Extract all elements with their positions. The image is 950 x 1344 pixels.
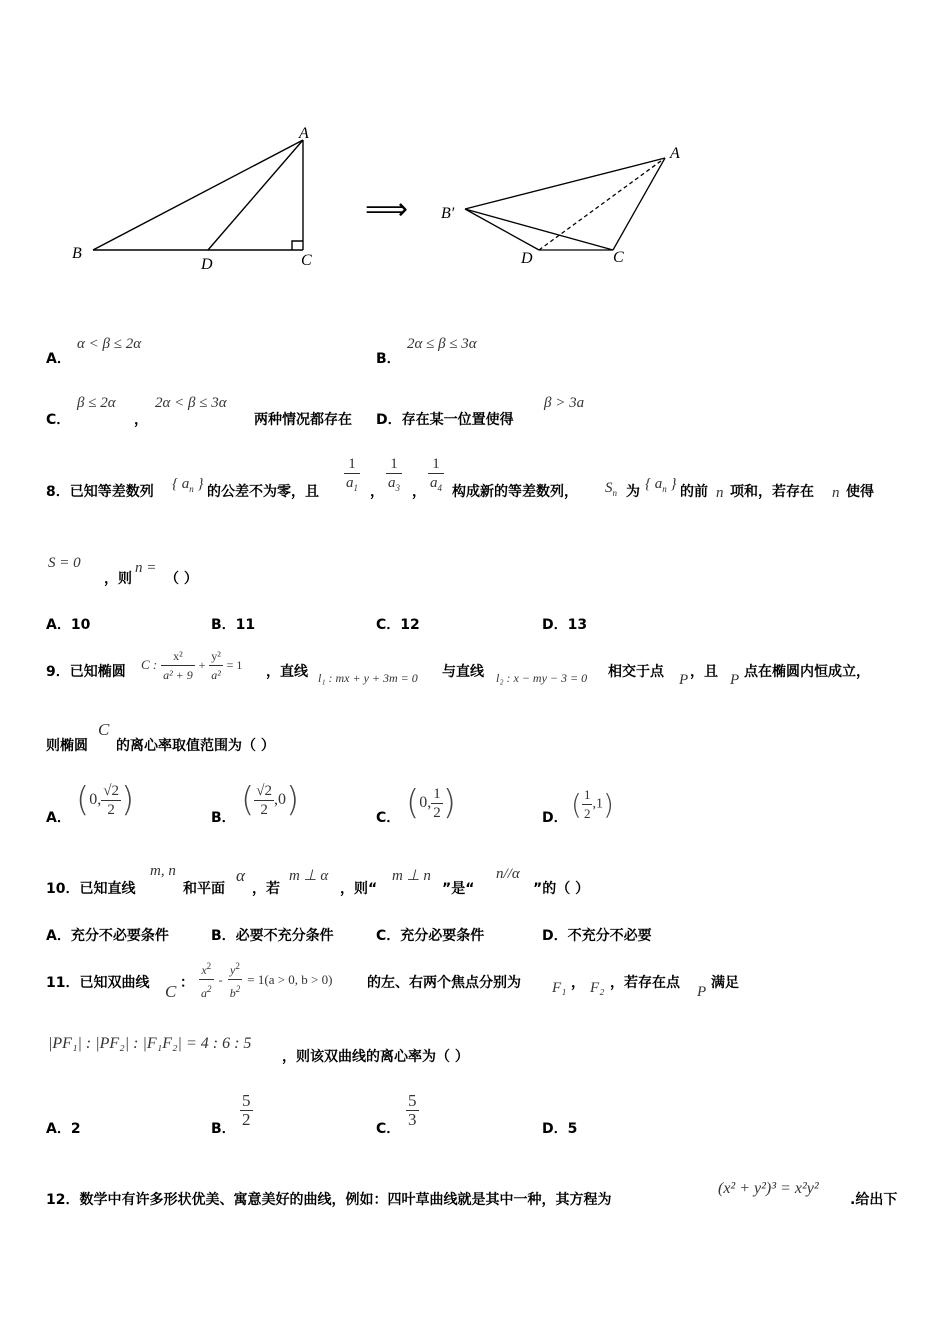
q9-option-d-interval: ( $\frac{1}{2}$ ,1) bbox=[571, 787, 614, 821]
implies-arrow: ⟹ bbox=[365, 192, 409, 227]
q11-F2: F₂ bbox=[590, 980, 605, 996]
q7-option-b-math: 2α ≤ β ≤ 3α bbox=[407, 336, 477, 352]
q8-comma-2: ， bbox=[412, 484, 426, 500]
q8-text-e: 的前 bbox=[680, 484, 708, 500]
label-left-A: A bbox=[299, 125, 309, 142]
q8-seq-an-2: { $a_n$ } bbox=[645, 476, 677, 494]
q9-line-l1: l₁ : mx + y + 3m = 0 bbox=[318, 671, 418, 685]
label-right-A: A bbox=[670, 145, 680, 162]
right-tetrahedron bbox=[465, 158, 665, 250]
q7-option-c-text: 两种情况都存在 bbox=[254, 412, 352, 428]
q11-C: C bbox=[165, 982, 177, 1001]
q9-point-P: P bbox=[679, 672, 689, 688]
q9-text-d: 相交于点 bbox=[608, 664, 664, 680]
label-right-B: B′ bbox=[441, 205, 455, 222]
q11-hyperbola-equation: $\frac{x^2}{a^2}$ - $\frac{y^2}{b^2}$ = 1(a > 0, b > 0) bbox=[199, 957, 332, 1002]
q8-option-b[interactable]: B．11 bbox=[211, 617, 256, 633]
q7-option-a-math: α < β ≤ 2α bbox=[77, 336, 142, 352]
q10-text-b: 和平面 bbox=[183, 881, 225, 897]
label-left-C: C bbox=[301, 252, 312, 269]
label-right-D: D bbox=[521, 250, 533, 267]
option-label: D． bbox=[376, 412, 402, 428]
q9-text-f: 点在椭圆内恒成立， bbox=[744, 664, 870, 680]
q7-option-d-math: β > 3a bbox=[544, 395, 585, 411]
q8-option-c[interactable]: C．12 bbox=[376, 617, 420, 633]
q7-option-c-sep: ， bbox=[134, 412, 148, 428]
q10-option-c[interactable]: C．充分必要条件 bbox=[376, 928, 485, 944]
q12-text-a: 12．数学中有许多形状优美、寓意美好的曲线，例如：四叶草曲线就是其中一种，其方程为 bbox=[46, 1192, 612, 1208]
q9-option-b[interactable]: B． bbox=[211, 810, 236, 826]
q11-option-b-frac: $\frac{5}{2}$ bbox=[242, 1091, 251, 1129]
q8-frac-1-a1: $\frac{1}{a_1}$ bbox=[346, 456, 358, 493]
q10-m-perp-n: m ⊥ n bbox=[392, 868, 431, 884]
option-label: B． bbox=[376, 351, 401, 367]
q8-paren: （ ） bbox=[165, 571, 198, 587]
q11-text-d: 满足 bbox=[711, 975, 739, 991]
q8-n-2: n bbox=[832, 485, 840, 501]
q10-n-parallel-alpha: n//α bbox=[496, 866, 520, 882]
q8-text-f: 项和，若存在 bbox=[730, 484, 814, 500]
q8-frac-1-a3: $\frac{1}{a_3}$ bbox=[388, 456, 400, 493]
q8-frac-1-a4: $\frac{1}{a_4}$ bbox=[430, 456, 442, 493]
q9-text-e: ，且 bbox=[690, 664, 718, 680]
q11-F1: F₁ bbox=[552, 980, 567, 996]
q8-option-a[interactable]: A．10 bbox=[46, 617, 91, 633]
q10-option-d[interactable]: D．不充分不必要 bbox=[542, 928, 652, 944]
q11-option-a[interactable]: A．2 bbox=[46, 1121, 81, 1137]
q9-text-c: 与直线 bbox=[442, 664, 484, 680]
q8-Sn: $S_n$ bbox=[605, 480, 617, 498]
q9-option-a[interactable]: A． bbox=[46, 810, 71, 826]
geometry-figure bbox=[60, 120, 700, 280]
q8-comma-1: ， bbox=[370, 484, 384, 500]
q11-text-b: 的左、右两个焦点分别为 bbox=[367, 975, 521, 991]
q8-n-1: n bbox=[716, 485, 724, 501]
q11-comma: ， bbox=[571, 975, 585, 991]
option-label: A． bbox=[46, 351, 71, 367]
q7-option-d[interactable] bbox=[376, 409, 514, 429]
q11-option-c[interactable]: C． bbox=[376, 1121, 401, 1137]
q7-option-a[interactable] bbox=[46, 348, 71, 368]
q9-option-b-interval: ( $\frac{√2}{2}$ ,0) bbox=[241, 780, 300, 820]
q9-option-c-interval: (0, $\frac{1}{2}$ ) bbox=[406, 783, 457, 823]
q9-text-line2-b: 的离心率取值范围为（ ） bbox=[116, 738, 275, 754]
option-label: C． bbox=[46, 412, 71, 428]
label-right-C: C bbox=[613, 249, 624, 266]
left-triangle bbox=[93, 140, 303, 250]
q8-text-then: ，则 bbox=[104, 571, 132, 587]
q11-text-a: 11．已知双曲线 bbox=[46, 975, 150, 991]
q9-point-P-2: P bbox=[730, 672, 740, 688]
q9-text-b: ，直线 bbox=[266, 664, 308, 680]
q9-option-c[interactable]: C． bbox=[376, 810, 401, 826]
q10-m-perp-alpha: m ⊥ α bbox=[289, 868, 329, 884]
q9-ellipse-equation: C : $\frac{\text{x²}}{\text{a² + 9}}$ + $\frac{\text{y²}}{\text{a²}}$ = 1 bbox=[141, 649, 243, 682]
q11-text-e: ，则该双曲线的离心率为（ ） bbox=[282, 1049, 469, 1065]
q8-text-a: 8．已知等差数列 bbox=[46, 484, 154, 500]
q9-ellipse-C: C bbox=[98, 720, 110, 739]
q10-text-a: 10．已知直线 bbox=[46, 881, 136, 897]
q11-option-b[interactable]: B． bbox=[211, 1121, 236, 1137]
q11-option-c-frac: $\frac{5}{3}$ bbox=[408, 1091, 417, 1129]
q7-option-b[interactable] bbox=[376, 348, 401, 368]
q7-option-c-math2: 2α < β ≤ 3α bbox=[155, 395, 227, 411]
q9-option-a-interval: (0, $\frac{√2}{2}$ ) bbox=[76, 780, 135, 820]
q10-option-b[interactable]: B．必要不充分条件 bbox=[211, 928, 334, 944]
q8-n-equals: n = bbox=[135, 560, 157, 576]
q11-text-c: ，若存在点 bbox=[610, 975, 680, 991]
q9-text-line2-a: 则椭圆 bbox=[46, 738, 88, 754]
q10-alpha: α bbox=[236, 866, 245, 885]
q10-mn: m, n bbox=[150, 863, 176, 879]
q11-ratio: |PF₁| : |PF₂| : |F₁F₂| = 4 : 6 : 5 bbox=[48, 1035, 252, 1052]
q7-option-c[interactable] bbox=[46, 409, 70, 429]
q8-text-d: 为 bbox=[626, 484, 640, 500]
option-text: 存在某一位置使得 bbox=[401, 412, 514, 428]
q10-option-a[interactable]: A．充分不必要条件 bbox=[46, 928, 169, 944]
q12-text-b: .给出下 bbox=[850, 1192, 898, 1208]
q8-Sn-zero: S = 0 bbox=[48, 555, 81, 571]
q9-line-l2: l₂ : x − my − 3 = 0 bbox=[496, 671, 588, 685]
q12-equation: (x² + y²)³ = x²y² bbox=[718, 1180, 819, 1197]
q8-option-d[interactable]: D．13 bbox=[542, 617, 588, 633]
q10-text-e: ”是“ bbox=[442, 881, 475, 897]
q10-text-d: ，则“ bbox=[340, 881, 378, 897]
q8-seq-an: { $a_n$ } bbox=[172, 476, 204, 494]
q9-text-a: 9．已知椭圆 bbox=[46, 664, 126, 680]
q9-option-d[interactable]: D． bbox=[542, 810, 568, 826]
q10-text-c: ，若 bbox=[252, 881, 280, 897]
label-left-D: D bbox=[201, 256, 213, 273]
q8-text-b: 的公差不为零，且 bbox=[207, 484, 319, 500]
q11-option-d[interactable]: D．5 bbox=[542, 1121, 578, 1137]
q11-point-P: P bbox=[697, 984, 707, 1000]
q8-text-c: 构成新的等差数列， bbox=[452, 484, 578, 500]
q8-text-g: 使得 bbox=[846, 484, 874, 500]
q11-colon: ： bbox=[180, 975, 194, 991]
q7-option-c-math1: β ≤ 2α bbox=[77, 395, 116, 411]
q10-text-f: ”的（ ） bbox=[533, 881, 590, 897]
label-left-B: B bbox=[72, 245, 82, 262]
